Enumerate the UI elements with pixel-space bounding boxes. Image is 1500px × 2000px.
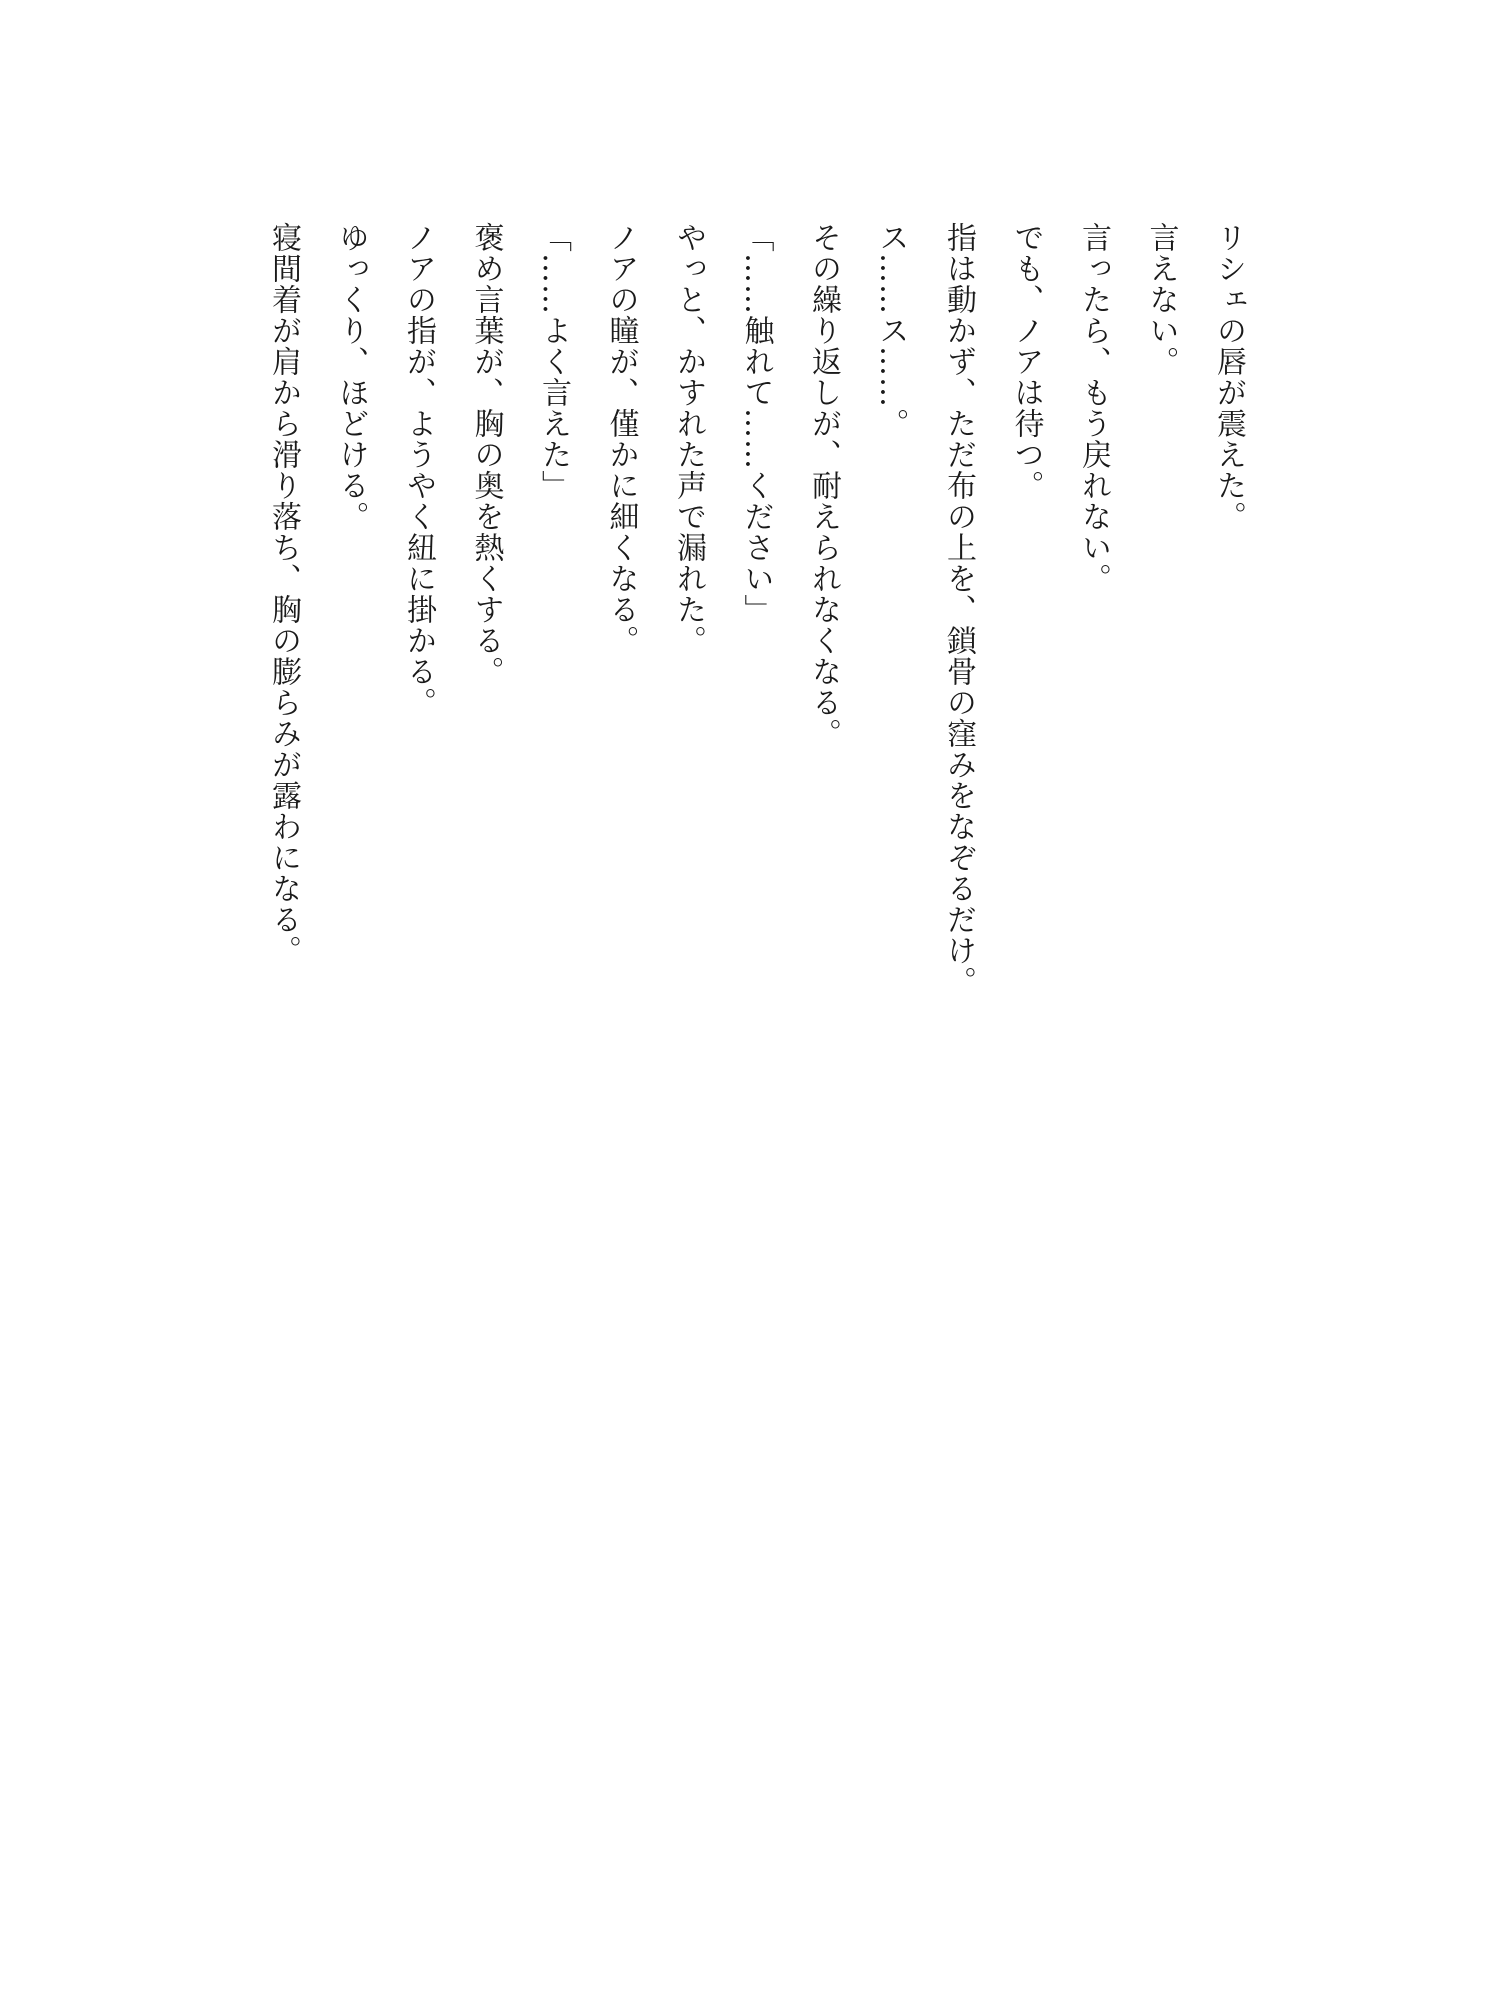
text-line-4: でも、ノアは待つ。 <box>1008 222 1044 501</box>
text-line-7: その繰り返しが、耐えられなくなる。 <box>806 222 841 749</box>
text-line-9: やっと、かすれた声で漏れた。 <box>671 222 706 656</box>
text-line-10: ノアの瞳が、僅かに細くなる。 <box>603 222 639 656</box>
text-line-6: ス……ス……。 <box>873 222 909 439</box>
vertical-text-block <box>250 222 1263 1222</box>
text-line-3: 言ったら、もう戻れない。 <box>1076 222 1111 594</box>
text-line-15: 寝間着が肩から滑り落ち、胸の膨らみが露わになる。 <box>266 222 301 966</box>
text-line-12: 褒め言葉が、胸の奥を熱くする。 <box>468 222 504 687</box>
text-line-2: 言えない。 <box>1143 222 1179 377</box>
text-line-8: 「……触れて……ください」 <box>738 222 774 625</box>
text-line-14: ゆっくり、ほどける。 <box>333 222 369 532</box>
text-line-11: 「……よく言えた」 <box>536 222 571 501</box>
text-line-13: ノアの指が、ようやく紐に掛かる。 <box>401 222 436 718</box>
text-line-5: 指は動かず、ただ布の上を、鎖骨の窪みをなぞるだけ。 <box>941 222 976 997</box>
text-line-1: リシェの唇が震えた。 <box>1211 222 1246 532</box>
